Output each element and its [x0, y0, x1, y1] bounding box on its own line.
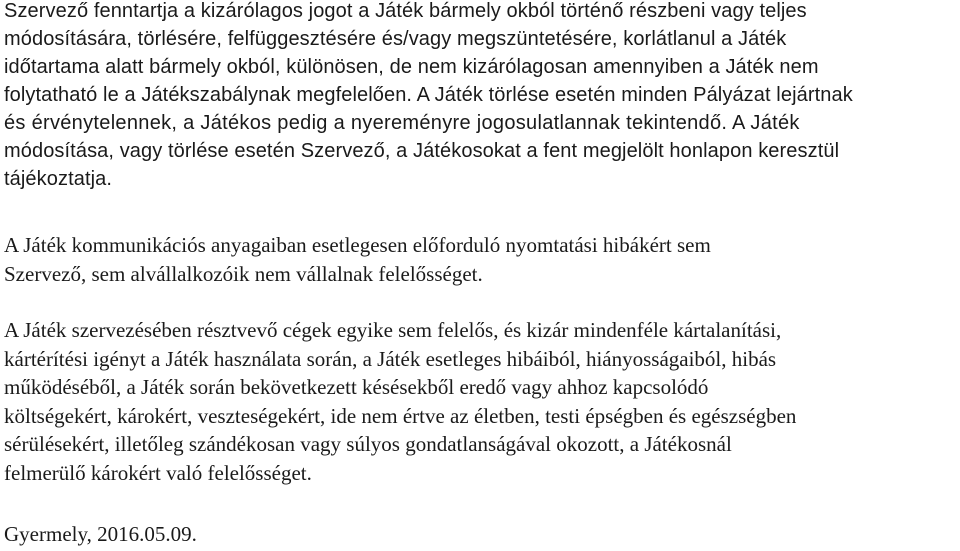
text-line: A Játék kommunikációs anyagaiban esetlegesen előforduló nyomtatási hibákért sem	[4, 233, 711, 257]
text-line	[4, 109, 956, 137]
text-line: Gyermely, 2016.05.09.	[4, 522, 197, 546]
text-line: sérülésekért, illetőleg szándékosan vagy súlyos gondatlanságával okozott, a Játékosnál	[4, 432, 732, 456]
text-segment: A Játék	[727, 112, 800, 134]
text-line: felmerülő károkért való felelősséget.	[4, 460, 312, 485]
text-line: kártérítési igényt a Játék használata során, a Játék esetleges hibáiból, hiányosságaiból, hibás	[4, 346, 777, 371]
paragraph-printing-errors	[4, 231, 956, 288]
text-line: időtartama alatt bármely okból, különösen, de nem kizárólagosan amennyiben a Játék nem	[4, 56, 819, 78]
text-line: módosítására, törlésére, felfüggesztésére és/vagy megszüntetésére, korlátlanul a Játék	[4, 28, 787, 50]
text-segment: A Játék törlése esetén minden Pályázat lejártnak	[412, 84, 853, 106]
text-segment: folytatható le a Játékszabálynak megfelelően.	[4, 84, 413, 106]
place-and-date	[4, 520, 956, 549]
text-line: tájékoztatja.	[4, 168, 113, 190]
text-line: költségekért, károkért, veszteségekért, ide nem értve az életben, testi épségben és egészségben	[4, 403, 797, 428]
paragraph-liability-exclusion	[4, 316, 956, 487]
text-line: Szervező, sem alvállalkozóik nem vállalnak felelősséget.	[4, 261, 483, 286]
paragraph-modification-rights	[4, 0, 956, 193]
text-line: módosítása, vagy törlése esetén Szervező, a Játékosokat a fent megjelölt honlapon keresztül	[4, 140, 840, 162]
text-line: Szervező fenntartja a kizárólagos jogot a Játék bármely okból történő részbeni vagy teljes	[4, 0, 807, 22]
text-line	[4, 81, 956, 109]
text-segment: és érvénytelennek, a Játékos pedig a nyereményre jogosulatlannak tekintendő.	[4, 112, 728, 134]
text-line: A Játék szervezésében résztvevő cégek egyike sem felelős, és kizár mindenféle kártalanítási,	[4, 318, 782, 342]
text-line: működéséből, a Játék során bekövetkezett késésekből eredő vagy ahhoz kapcsolódó	[4, 375, 709, 399]
